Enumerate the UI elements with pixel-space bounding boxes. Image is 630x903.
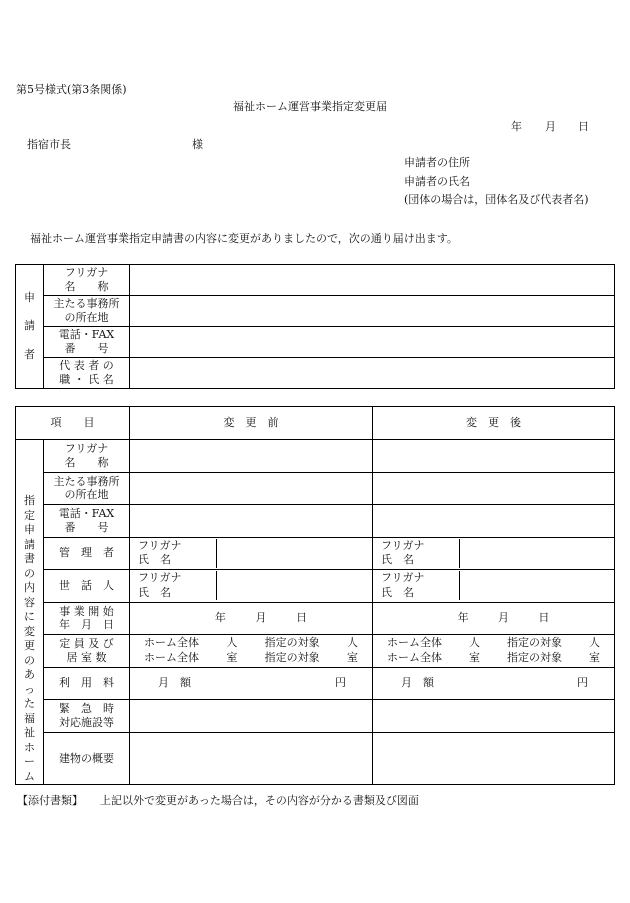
manager-before-cell — [130, 537, 373, 570]
capacity-label: ホーム全体 — [387, 635, 442, 649]
name-after-field[interactable] — [373, 440, 615, 473]
form-number: 第5号様式(第3条関係) — [16, 83, 127, 96]
fee-after-field[interactable] — [373, 667, 615, 700]
applicant-name-field[interactable] — [130, 265, 615, 296]
date-month-label: 月 — [545, 120, 556, 133]
capacity-label: 指定の対象 — [507, 635, 562, 649]
applicant-address-label: 申請者の住所 — [404, 156, 470, 169]
capacity-unit: 室 — [469, 650, 480, 664]
capacity-unit: 人 — [589, 635, 600, 649]
building-row-label: 建物の概要 — [44, 732, 130, 785]
monthly-label: 月 額 — [401, 676, 434, 690]
start-date-after-field[interactable] — [373, 602, 615, 635]
applicant-note: (団体の場合は，団体名及び代表者名) — [404, 193, 589, 206]
caretaker-row-label: 世 話 人 — [44, 570, 130, 603]
phone-before-field[interactable] — [130, 505, 373, 538]
person-name-label: 氏 名 — [381, 585, 414, 599]
page-title: 福祉ホーム運営事業指定変更届 — [233, 100, 387, 113]
applicant-table — [15, 264, 615, 389]
monthly-label: 月 額 — [158, 676, 191, 690]
person-name-label: 氏 名 — [381, 553, 414, 567]
date-day-label: 日 — [578, 120, 589, 133]
furigana-label: フリガナ — [381, 571, 425, 585]
office-row-label: 主たる事務所 の所在地 — [44, 472, 130, 505]
caretaker-after-cell — [373, 570, 615, 603]
month-unit: 月 — [255, 611, 267, 625]
capacity-label: ホーム全体 — [144, 635, 199, 649]
phone-after-field[interactable] — [373, 505, 615, 538]
capacity-unit: 人 — [226, 635, 238, 649]
item-header: 項 目 — [16, 407, 130, 440]
applicant-phone-field[interactable] — [130, 327, 615, 358]
applicant-group-label: 申 請 者 — [16, 265, 44, 389]
day-unit: 日 — [296, 611, 308, 625]
yen-unit: 円 — [335, 676, 346, 690]
day-unit: 日 — [538, 611, 550, 625]
manager-after-cell — [373, 537, 615, 570]
applicant-office-row-label: 主たる事務所 の所在地 — [44, 296, 130, 327]
capacity-before-field[interactable] — [130, 635, 373, 668]
capacity-label: 指定の対象 — [264, 650, 320, 664]
year-unit: 年 — [457, 611, 469, 625]
office-before-field[interactable] — [130, 472, 373, 505]
manager-before-field[interactable] — [217, 539, 372, 568]
applicant-name-row-label: フリガナ 名 称 — [44, 265, 130, 296]
capacity-label: ホーム全体 — [387, 650, 442, 664]
applicant-phone-row-label: 電話・FAX 番 号 — [44, 327, 130, 358]
capacity-unit: 室 — [589, 650, 600, 664]
month-unit: 月 — [497, 611, 509, 625]
phone-row-label: 電話・FAX 番 号 — [44, 505, 130, 538]
person-name-label: 氏 名 — [138, 585, 171, 599]
capacity-unit: 人 — [469, 635, 480, 649]
emergency-row-label: 緊 急 時 対応施設等 — [44, 700, 130, 733]
statement: 福祉ホーム運営事業指定申請書の内容に変更がありましたので，次の通り届け出ます。 — [30, 232, 458, 245]
capacity-label: 指定の対象 — [264, 635, 320, 649]
start-date-row-label: 事 業 開 始 年 月 日 — [44, 602, 130, 635]
applicant-representative-field[interactable] — [130, 358, 615, 389]
honorific: 様 — [192, 138, 203, 151]
fee-before-field[interactable] — [130, 667, 373, 700]
caretaker-before-field[interactable] — [217, 571, 372, 600]
attachment-label: 【添付書類】 — [17, 794, 83, 807]
furigana-label: フリガナ — [381, 538, 425, 552]
caretaker-before-cell — [130, 570, 373, 603]
furigana-label: フリガナ — [138, 571, 182, 585]
addressee: 指宿市長 — [27, 138, 71, 151]
capacity-unit: 室 — [226, 650, 238, 664]
start-date-before-field[interactable] — [130, 602, 373, 635]
fee-row-label: 利 用 料 — [44, 667, 130, 700]
name-before-field[interactable] — [130, 440, 373, 473]
yen-unit: 円 — [577, 676, 588, 690]
applicant-name-label: 申請者の氏名 — [404, 175, 470, 188]
name-row-label: フリガナ 名 称 — [44, 440, 130, 473]
building-before-field[interactable] — [130, 732, 373, 785]
office-after-field[interactable] — [373, 472, 615, 505]
manager-after-field[interactable] — [460, 539, 614, 568]
capacity-label: 指定の対象 — [507, 650, 562, 664]
emergency-after-field[interactable] — [373, 700, 615, 733]
date-year-label: 年 — [511, 120, 522, 133]
change-group-label: 指 定 申 請 書 の 内 容 に 変 更 の あ っ た 福 祉 ホ ー ム — [16, 440, 44, 785]
change-table — [15, 406, 615, 785]
capacity-after-field[interactable] — [373, 635, 615, 668]
caretaker-after-field[interactable] — [460, 571, 614, 600]
capacity-unit: 人 — [346, 635, 358, 649]
furigana-label: フリガナ — [138, 538, 182, 552]
building-after-field[interactable] — [373, 732, 615, 785]
applicant-representative-row-label: 代 表 者 の 職 ・ 氏 名 — [44, 358, 130, 389]
emergency-before-field[interactable] — [130, 700, 373, 733]
capacity-unit: 室 — [346, 650, 358, 664]
capacity-row-label: 定 員 及 び 居 室 数 — [44, 635, 130, 668]
before-header: 変 更 前 — [130, 407, 373, 440]
attachment-text: 上記以外で変更があった場合は，その内容が分かる書類及び図面 — [100, 794, 419, 807]
applicant-office-field[interactable] — [130, 296, 615, 327]
after-header: 変 更 後 — [373, 407, 615, 440]
capacity-label: ホーム全体 — [144, 650, 199, 664]
person-name-label: 氏 名 — [138, 553, 171, 567]
year-unit: 年 — [214, 611, 226, 625]
manager-row-label: 管 理 者 — [44, 537, 130, 570]
